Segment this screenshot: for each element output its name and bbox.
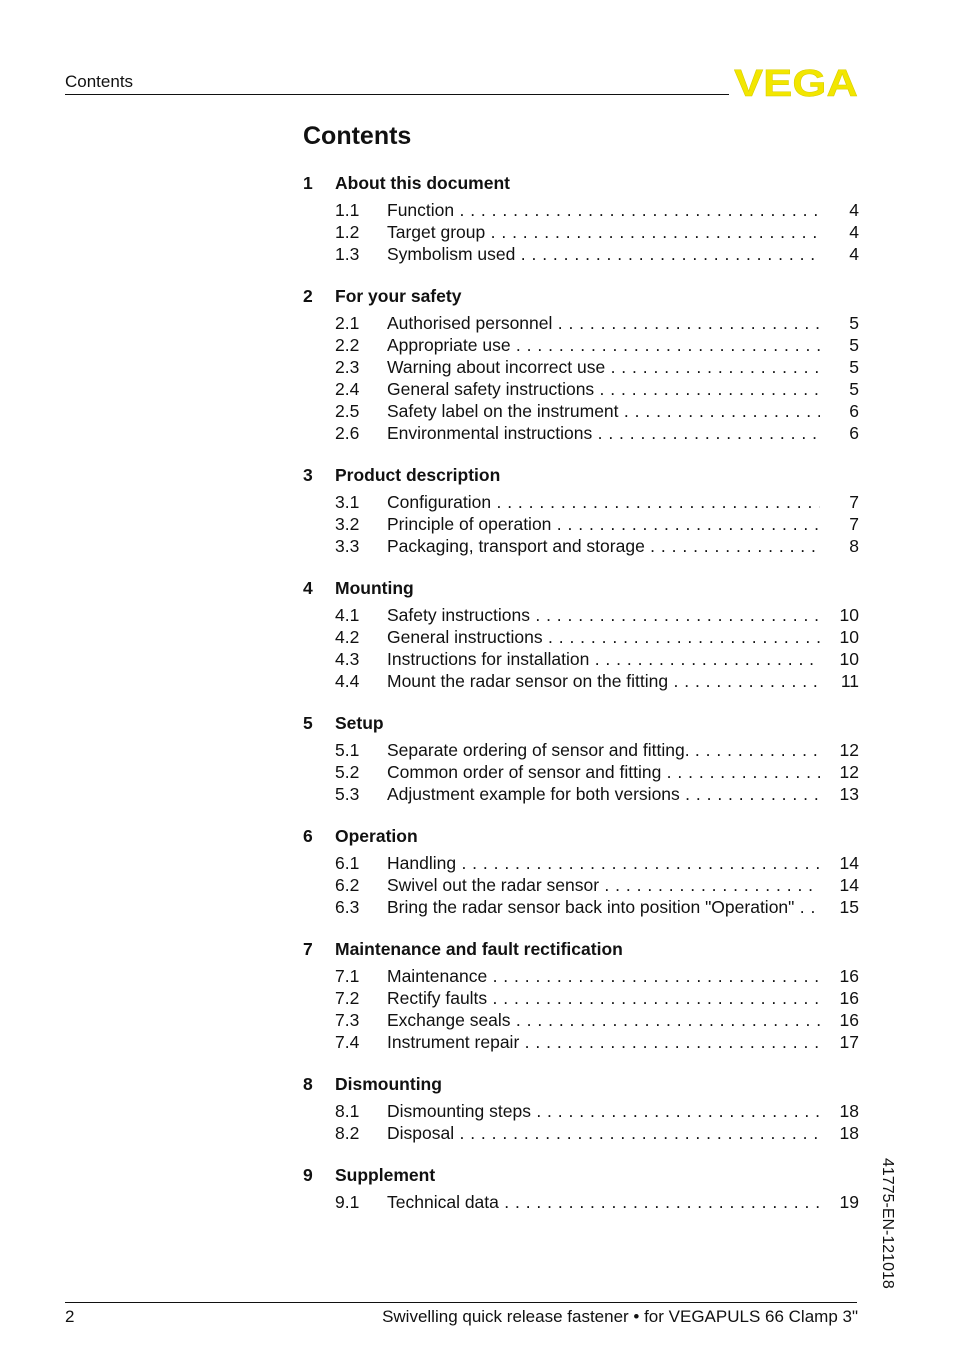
entry-page-number: 12 bbox=[839, 740, 859, 760]
toc-section-heading[interactable] bbox=[303, 824, 859, 848]
entry-number: 7.1 bbox=[335, 966, 360, 986]
section-number: 2 bbox=[303, 286, 313, 306]
toc-section-heading[interactable] bbox=[303, 171, 859, 195]
entry-title: Principle of operation . . . bbox=[387, 513, 820, 535]
entry-page-number: 14 bbox=[839, 853, 859, 873]
toc-entry[interactable] bbox=[303, 221, 859, 243]
entry-page-number: 10 bbox=[839, 627, 859, 647]
section-number: 8 bbox=[303, 1074, 313, 1094]
entry-number: 1.3 bbox=[335, 244, 360, 264]
entry-title: Warning about incorrect use . . . bbox=[387, 356, 820, 378]
vega-logo-text: VEGA bbox=[734, 66, 858, 98]
section-title: About this document bbox=[335, 173, 510, 193]
toc-entry[interactable] bbox=[303, 648, 859, 670]
entry-page-number: 19 bbox=[839, 1192, 859, 1212]
toc-entry[interactable] bbox=[303, 1122, 859, 1144]
footer-rule bbox=[65, 1302, 857, 1303]
section-title: Product description bbox=[335, 465, 501, 485]
entry-page-number: 18 bbox=[839, 1101, 859, 1121]
entry-title: Common order of sensor and fitting . . . bbox=[387, 761, 820, 783]
entry-title: Mount the radar sensor on the fitting . . . bbox=[387, 670, 820, 692]
entry-number: 2.4 bbox=[335, 379, 360, 399]
entry-page-number: 11 bbox=[840, 671, 859, 691]
toc-section-heading[interactable] bbox=[303, 463, 859, 487]
entry-number: 5.1 bbox=[335, 740, 360, 760]
entry-number: 6.1 bbox=[335, 853, 360, 873]
section-number: 5 bbox=[303, 713, 313, 733]
toc-section bbox=[303, 711, 859, 805]
entry-title: Function . . . bbox=[387, 199, 820, 221]
toc-entry[interactable] bbox=[303, 1100, 859, 1122]
entry-page-number: 16 bbox=[839, 1010, 859, 1030]
footer-text: Swivelling quick release fastener • for VEGAPULS 66 Clamp 3" bbox=[382, 1307, 858, 1326]
vega-logo bbox=[734, 66, 858, 98]
entry-page-number: 15 bbox=[839, 897, 859, 917]
toc-entry[interactable] bbox=[303, 356, 859, 378]
entry-number: 5.3 bbox=[335, 784, 360, 804]
entry-title: Exchange seals . . . bbox=[387, 1009, 820, 1031]
entry-title: Authorised personnel . . . bbox=[387, 312, 820, 334]
toc-section bbox=[303, 824, 859, 918]
toc-section bbox=[303, 171, 859, 265]
section-title: Dismounting bbox=[335, 1074, 442, 1094]
vega-logo-graphic bbox=[734, 66, 858, 98]
footer-page-number: 2 bbox=[65, 1307, 75, 1326]
entry-number: 3.1 bbox=[335, 492, 360, 512]
section-title: Operation bbox=[335, 826, 418, 846]
entry-number: 1.2 bbox=[335, 222, 360, 242]
toc-entry[interactable] bbox=[303, 312, 859, 334]
entry-title: General safety instructions . . . bbox=[387, 378, 820, 400]
entry-page-number: 7 bbox=[849, 492, 859, 512]
toc-entry[interactable] bbox=[303, 378, 859, 400]
entry-title: Disposal . . . bbox=[387, 1122, 820, 1144]
section-number: 3 bbox=[303, 465, 313, 485]
section-title: Maintenance and fault rectification bbox=[335, 939, 623, 959]
toc-section-heading[interactable] bbox=[303, 1163, 859, 1187]
toc-entry[interactable] bbox=[303, 513, 859, 535]
entry-page-number: 5 bbox=[849, 335, 859, 355]
toc-section-heading[interactable] bbox=[303, 1072, 859, 1096]
entry-number: 3.2 bbox=[335, 514, 360, 534]
entry-number: 4.1 bbox=[335, 605, 360, 625]
entry-page-number: 18 bbox=[839, 1123, 859, 1143]
entry-number: 6.2 bbox=[335, 875, 360, 895]
toc-entry[interactable] bbox=[303, 896, 859, 918]
entry-number: 9.1 bbox=[335, 1192, 360, 1212]
toc-entry[interactable] bbox=[303, 422, 859, 444]
entry-page-number: 4 bbox=[849, 222, 859, 242]
entry-title: Appropriate use . . . bbox=[387, 334, 820, 356]
entry-title: Technical data . . . bbox=[387, 1191, 820, 1213]
toc-entry[interactable] bbox=[303, 491, 859, 513]
toc-section-heading[interactable] bbox=[303, 711, 859, 735]
toc-entry[interactable] bbox=[303, 400, 859, 422]
entry-number: 2.3 bbox=[335, 357, 360, 377]
entry-page-number: 5 bbox=[849, 357, 859, 377]
entry-page-number: 13 bbox=[839, 784, 859, 804]
entry-title: Instructions for installation . . . bbox=[387, 648, 820, 670]
entry-page-number: 4 bbox=[849, 200, 859, 220]
toc-entry[interactable] bbox=[303, 199, 859, 221]
entry-number: 2.1 bbox=[335, 313, 360, 333]
entry-number: 6.3 bbox=[335, 897, 360, 917]
entry-page-number: 8 bbox=[849, 536, 859, 556]
entry-number: 8.1 bbox=[335, 1101, 360, 1121]
entry-number: 7.4 bbox=[335, 1032, 360, 1052]
section-number: 6 bbox=[303, 826, 313, 846]
entry-number: 2.2 bbox=[335, 335, 360, 355]
entry-number: 4.4 bbox=[335, 671, 360, 691]
toc-section-heading[interactable] bbox=[303, 576, 859, 600]
toc-entry[interactable] bbox=[303, 604, 859, 626]
toc-entry[interactable] bbox=[303, 874, 859, 896]
entry-title: General instructions . . . bbox=[387, 626, 820, 648]
toc-section bbox=[303, 1163, 859, 1213]
section-title: Supplement bbox=[335, 1165, 436, 1185]
toc-entry[interactable] bbox=[303, 1191, 859, 1213]
entry-page-number: 6 bbox=[849, 401, 859, 421]
toc-entry[interactable] bbox=[303, 670, 859, 692]
entry-number: 4.3 bbox=[335, 649, 360, 669]
entry-title: Instrument repair . . . bbox=[387, 1031, 820, 1053]
entry-page-number: 16 bbox=[839, 966, 859, 986]
toc-entry[interactable] bbox=[303, 852, 859, 874]
entry-title: Maintenance . . . bbox=[387, 965, 820, 987]
toc-entry[interactable] bbox=[303, 1009, 859, 1031]
entry-title: Dismounting steps . . . bbox=[387, 1100, 820, 1122]
toc-entry[interactable] bbox=[303, 987, 859, 1009]
document-code: 41775-EN-121018 bbox=[879, 1158, 896, 1289]
toc-section bbox=[303, 576, 859, 692]
toc-entry[interactable] bbox=[303, 535, 859, 557]
table-of-contents bbox=[303, 171, 859, 1232]
toc-section bbox=[303, 463, 859, 557]
header-rule bbox=[65, 94, 729, 95]
entry-title: Rectify faults . . . bbox=[387, 987, 820, 1009]
toc-entry[interactable] bbox=[303, 334, 859, 356]
section-number: 1 bbox=[303, 173, 313, 193]
entry-page-number: 5 bbox=[849, 379, 859, 399]
section-title: For your safety bbox=[335, 286, 462, 306]
entry-number: 8.2 bbox=[335, 1123, 360, 1143]
section-number: 4 bbox=[303, 578, 313, 598]
entry-title: Environmental instructions . . . bbox=[387, 422, 820, 444]
section-number: 7 bbox=[303, 939, 313, 959]
entry-title: Configuration . . . bbox=[387, 491, 820, 513]
entry-page-number: 5 bbox=[849, 313, 859, 333]
toc-section bbox=[303, 937, 859, 1053]
entry-page-number: 7 bbox=[849, 514, 859, 534]
toc-entry[interactable] bbox=[303, 626, 859, 648]
entry-page-number: 14 bbox=[839, 875, 859, 895]
entry-page-number: 10 bbox=[839, 605, 859, 625]
entry-number: 1.1 bbox=[335, 200, 360, 220]
section-number: 9 bbox=[303, 1165, 313, 1185]
entry-title: Packaging, transport and storage . . . bbox=[387, 535, 820, 557]
toc-section bbox=[303, 1072, 859, 1144]
entry-title: Bring the radar sensor back into position "Operation" . . . bbox=[387, 896, 820, 918]
toc-entry[interactable] bbox=[303, 783, 859, 805]
toc-entry[interactable] bbox=[303, 761, 859, 783]
entry-page-number: 6 bbox=[849, 423, 859, 443]
entry-title: Separate ordering of sensor and fitting. . . . bbox=[387, 739, 820, 761]
entry-number: 4.2 bbox=[335, 627, 360, 647]
entry-page-number: 17 bbox=[839, 1032, 859, 1052]
toc-entry[interactable] bbox=[303, 739, 859, 761]
entry-page-number: 4 bbox=[849, 244, 859, 264]
entry-number: 3.3 bbox=[335, 536, 360, 556]
section-title: Setup bbox=[335, 713, 384, 733]
section-title: Mounting bbox=[335, 578, 414, 598]
entry-title: Target group . . . bbox=[387, 221, 820, 243]
entry-number: 2.5 bbox=[335, 401, 360, 421]
entry-title: Safety instructions . . . bbox=[387, 604, 820, 626]
toc-entry[interactable] bbox=[303, 1031, 859, 1053]
toc-section-heading[interactable] bbox=[303, 284, 859, 308]
entry-page-number: 12 bbox=[839, 762, 859, 782]
toc-entry[interactable] bbox=[303, 965, 859, 987]
entry-page-number: 16 bbox=[839, 988, 859, 1008]
entry-title: Symbolism used . . . bbox=[387, 243, 820, 265]
entry-number: 2.6 bbox=[335, 423, 360, 443]
page-title: Contents bbox=[303, 122, 412, 150]
entry-title: Handling . . . bbox=[387, 852, 820, 874]
toc-entry[interactable] bbox=[303, 243, 859, 265]
entry-title: Swivel out the radar sensor . . . bbox=[387, 874, 820, 896]
toc-section-heading[interactable] bbox=[303, 937, 859, 961]
entry-number: 5.2 bbox=[335, 762, 360, 782]
entry-page-number: 10 bbox=[839, 649, 859, 669]
toc-section bbox=[303, 284, 859, 444]
entry-title: Adjustment example for both versions . . . bbox=[387, 783, 820, 805]
entry-number: 7.2 bbox=[335, 988, 360, 1008]
entry-title: Safety label on the instrument . . . bbox=[387, 400, 820, 422]
running-header-label: Contents bbox=[65, 72, 134, 91]
entry-number: 7.3 bbox=[335, 1010, 360, 1030]
